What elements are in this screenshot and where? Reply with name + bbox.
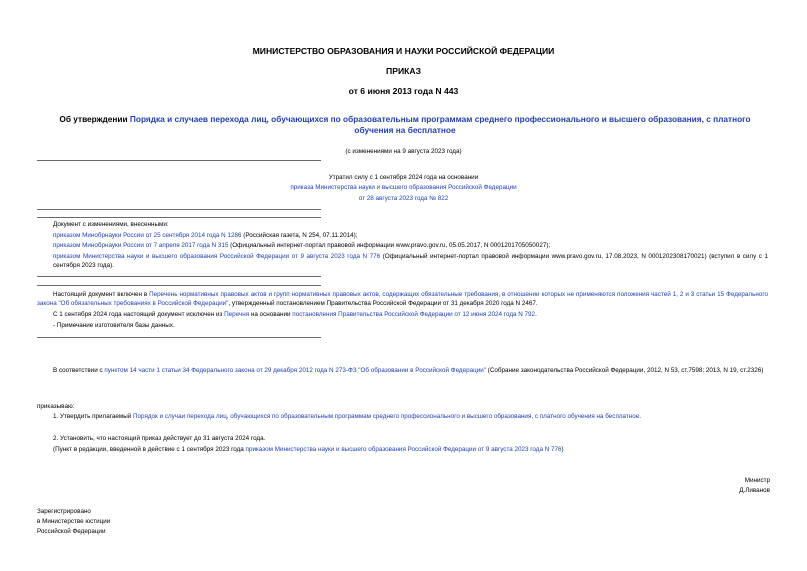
- title-prefix: Об утверждении: [59, 114, 130, 124]
- registered-line-2: в Министерстве юстиции: [37, 518, 111, 525]
- expired-text: Утратил силу с 1 сентября 2024 года на основании: [328, 174, 479, 181]
- registered-line-1: Зарегистрировано: [37, 508, 91, 515]
- item2-note-text-b: ): [561, 446, 564, 453]
- change-text-2: (Официальный интернет-портал правовой информации www.pravo.gov.ru, 05.05.2017, N 0001201705050027);: [228, 242, 551, 249]
- db-note: - Примечание изготовителя базы данных.: [53, 322, 175, 329]
- change-link-1[interactable]: приказом Минобрнауки России от 25 сентября 2014 года N 1286: [53, 232, 242, 239]
- preamble-law-link[interactable]: пунктом 14 части 1 статьи 34 Федерального закона от 29 декабря 2012 года N 273-ФЗ "Об образовании в Российской Федерации": [104, 367, 486, 374]
- divider: [37, 285, 321, 286]
- preamble-text-b: (Собрание законодательства Российской Федерации, 2012, N 53, ст.7598; 2013, N 19, ст.2326): [486, 367, 764, 374]
- excluded-paragraph: [53, 310, 768, 319]
- order-word: приказываю:: [37, 403, 75, 410]
- divider: [37, 337, 321, 338]
- signature-name: Д.Ливанов: [739, 487, 770, 494]
- divider: [37, 209, 321, 210]
- order-item-1: [53, 412, 768, 421]
- order-item-2: 2. Установить, что настоящий приказ действует до 31 августа 2024 года.: [53, 435, 266, 442]
- excluded-text-c: .: [535, 311, 537, 318]
- title-link[interactable]: Порядка и случаев перехода лиц, обучающихся по образовательным программам среднего профессионального и высшего образования, с платного обучения на бесплатное: [129, 114, 751, 135]
- change-link-3[interactable]: приказом Министерства науки и высшего образования Российской Федерации от 9 августа 2023 года N 776: [53, 253, 381, 260]
- doc-type-heading: ПРИКАЗ: [386, 66, 421, 76]
- item1-text-a: 1. Утвердить прилагаемый: [53, 413, 134, 420]
- changes-item-3: [53, 252, 768, 270]
- divider: [37, 276, 321, 277]
- preamble-paragraph: [37, 366, 768, 375]
- expired-link-line2[interactable]: от 28 августа 2023 года № 822: [358, 195, 449, 202]
- item2-note-link[interactable]: приказом Министерства науки и высшего образования Российской Федерации от 9 августа 2023 года N 776: [245, 446, 562, 453]
- ministry-heading: МИНИСТЕРСТВО ОБРАЗОВАНИЯ И НАУКИ РОССИЙСКОЙ ФЕДЕРАЦИИ: [252, 46, 555, 56]
- document-title: [55, 114, 755, 136]
- changes-item-2: [53, 241, 768, 250]
- included-text-2: , утвержденный постановлением Правительства Российской Федерации от 31 декабря 2020 года N 2467.: [228, 300, 538, 307]
- preamble-text-a: В соответствии с: [53, 367, 105, 374]
- item2-note-text-a: (Пункт в редакции, введенной в действие с 1 сентября 2023 года: [53, 446, 246, 453]
- included-text-1: Настоящий документ включен в: [53, 291, 150, 298]
- amended-note: (с изменениями на 9 августа 2023 года): [345, 148, 462, 155]
- included-link[interactable]: Перечень нормативных правовых актов и групп нормативных правовых актов, содержащих обязательные требования, в отношении которых не применяются положения частей 1, 2 и 3 статьи 15 Федерального закона "Об обязательных требованиях в Российской Федерации": [37, 291, 768, 307]
- registered-line-3: Российской Федерации: [37, 528, 106, 535]
- change-text-1: (Российская газета, N 254, 07.11.2014);: [241, 232, 358, 239]
- excluded-text-b: на основании: [249, 311, 293, 318]
- divider: [37, 217, 321, 218]
- expired-link-line1[interactable]: приказа Министерства науки и высшего образования Российской Федерации: [290, 184, 517, 191]
- item1-text-b: .: [639, 413, 642, 420]
- excluded-text-a: С 1 сентября 2024 года настоящий документ исключен из: [53, 311, 225, 318]
- excluded-link-list[interactable]: Перечня: [224, 311, 250, 318]
- order-item-2-note: [53, 445, 768, 454]
- date-number-heading: от 6 июня 2013 года N 443: [348, 86, 459, 96]
- changes-item-1: [53, 231, 768, 240]
- procedure-link[interactable]: Порядок и случаи перехода лиц, обучающихся по образовательным программам среднего профессионального и высшего образования, с платного обучения на бесплатное: [133, 413, 640, 420]
- included-paragraph: [37, 290, 768, 308]
- divider: [37, 160, 321, 161]
- change-text-3: (Официальный интернет-портал правовой информации www.pravo.gov.ru, 17.08.2023, N 0001202308170021) (вступил в силу с 1 сентября 2023 года).: [53, 253, 768, 269]
- changes-intro: Документ с изменениями, внесенными:: [53, 221, 169, 228]
- excluded-link-decree[interactable]: постановления Правительства Российской Федерации от 12 июня 2024 года N 792: [292, 311, 536, 318]
- change-link-2[interactable]: приказом Минобрнауки России от 7 апреля 2017 года N 315: [53, 242, 229, 249]
- signature-position: Министр: [744, 477, 770, 484]
